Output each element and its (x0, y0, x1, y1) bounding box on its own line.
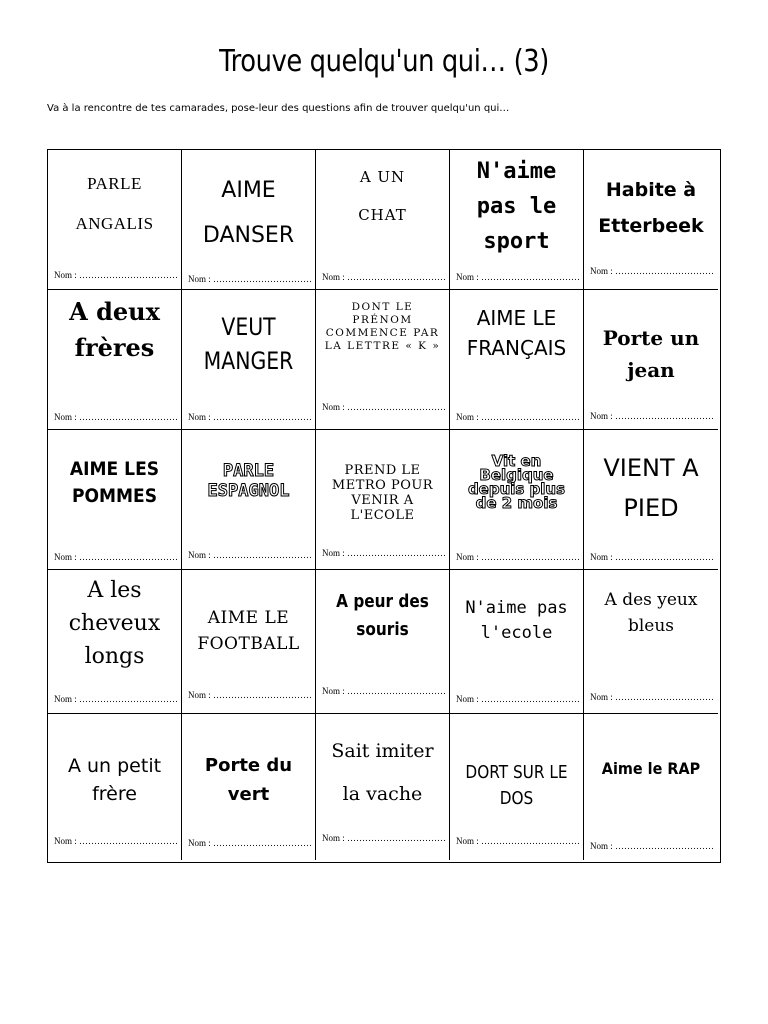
cell-prompt: PARLE ANGALIS (75, 174, 154, 233)
grid-cell (584, 290, 718, 430)
name-line: Nom : …………………………… (590, 552, 715, 562)
name-line: Nom : …………………………… (54, 412, 179, 422)
name-line: Nom : …………………………… (54, 694, 179, 704)
grid-cell (584, 150, 718, 290)
cell-prompt: DORT SUR LE DOS (465, 762, 568, 809)
cell-prompt: PARLE ESPAGNOL (207, 461, 290, 501)
cell-prompt: VEUT MANGER (203, 313, 294, 375)
grid-cell (584, 714, 718, 860)
grid-cell (48, 430, 182, 570)
grid-cell (584, 430, 718, 570)
cell-prompt: Habite à Etterbeek (598, 179, 704, 237)
bingo-grid (47, 149, 721, 863)
cell-prompt: A peur des souris (336, 591, 429, 640)
grid-cell (450, 714, 584, 860)
cell-prompt: Porte un jean (602, 326, 700, 382)
grid-cell (182, 714, 316, 860)
page-title: Trouve quelqu'un qui… (3) (219, 44, 549, 79)
name-line: Nom : …………………………… (188, 274, 313, 284)
grid-cell (450, 570, 584, 714)
grid-cell (584, 570, 718, 714)
grid-cell (450, 290, 584, 430)
grid-cell (48, 570, 182, 714)
grid-cell (182, 430, 316, 570)
cell-prompt: AIME LE FRANÇAIS (466, 306, 567, 360)
name-line: Nom : …………………………… (590, 841, 715, 851)
cell-prompt: N'aime pas l'ecole (465, 598, 568, 643)
cell-prompt: AIME LE FOOTBALL (197, 608, 300, 654)
name-line: Nom : …………………………… (54, 836, 179, 846)
name-line: Nom : …………………………… (456, 694, 581, 704)
grid-cell (450, 150, 584, 290)
grid-cell (182, 570, 316, 714)
cell-prompt: DONT LE PRÉNOM COMMENCE PAR LA LETTRE « K » (324, 301, 441, 352)
name-line: Nom : …………………………… (590, 692, 715, 702)
name-line: Nom : …………………………… (456, 272, 581, 282)
name-line: Nom : …………………………… (188, 690, 313, 700)
cell-prompt: N'aime pas le sport (476, 159, 557, 254)
grid-cell (316, 150, 450, 290)
grid-cell (48, 290, 182, 430)
name-line: Nom : …………………………… (590, 411, 715, 421)
cell-prompt: Vit en Belgique depuis plus de 2 mois (467, 452, 566, 512)
name-line: Nom : …………………………… (322, 686, 447, 696)
name-line: Nom : …………………………… (456, 836, 581, 846)
name-line: Nom : …………………………… (456, 552, 581, 562)
name-line: Nom : …………………………… (322, 548, 447, 558)
cell-prompt: A UN CHAT (358, 168, 407, 224)
grid-cell (316, 570, 450, 714)
name-line: Nom : …………………………… (188, 838, 313, 848)
name-line: Nom : …………………………… (322, 272, 447, 282)
cell-prompt: A deux frères (69, 297, 160, 362)
name-line: Nom : …………………………… (54, 552, 179, 562)
grid-cell (450, 430, 584, 570)
name-line: Nom : …………………………… (322, 402, 447, 412)
cell-prompt: AIME LES POMMES (69, 458, 160, 507)
cell-prompt: VIENT A PIED (603, 454, 699, 522)
cell-prompt: Sait imiter la vache (331, 740, 434, 805)
grid-cell (48, 150, 182, 290)
instructions: Va à la rencontre de tes camarades, pose-leur des questions afin de trouver quelqu'un qui… (47, 103, 510, 114)
name-line: Nom : …………………………… (188, 550, 313, 560)
name-line: Nom : …………………………… (54, 270, 179, 280)
cell-prompt: Porte du vert (204, 755, 293, 805)
name-line: Nom : …………………………… (456, 412, 581, 422)
cell-prompt: Aime le RAP (601, 759, 701, 778)
cell-prompt: A des yeux bleus (604, 590, 698, 636)
name-line: Nom : …………………………… (188, 412, 313, 422)
name-line: Nom : …………………………… (590, 266, 715, 276)
grid-cell (182, 150, 316, 290)
name-line: Nom : …………………………… (322, 833, 447, 843)
cell-prompt: A les cheveux longs (68, 578, 161, 669)
grid-cell (48, 714, 182, 860)
cell-prompt: AIME DANSER (202, 178, 295, 248)
cell-prompt: A un petit frère (67, 755, 162, 805)
cell-prompt: PREND LE METRO POUR VENIR A L'ECOLE (331, 463, 434, 523)
grid-cell (316, 714, 450, 860)
grid-cell (182, 290, 316, 430)
grid-cell (316, 290, 450, 430)
grid-cell (316, 430, 450, 570)
